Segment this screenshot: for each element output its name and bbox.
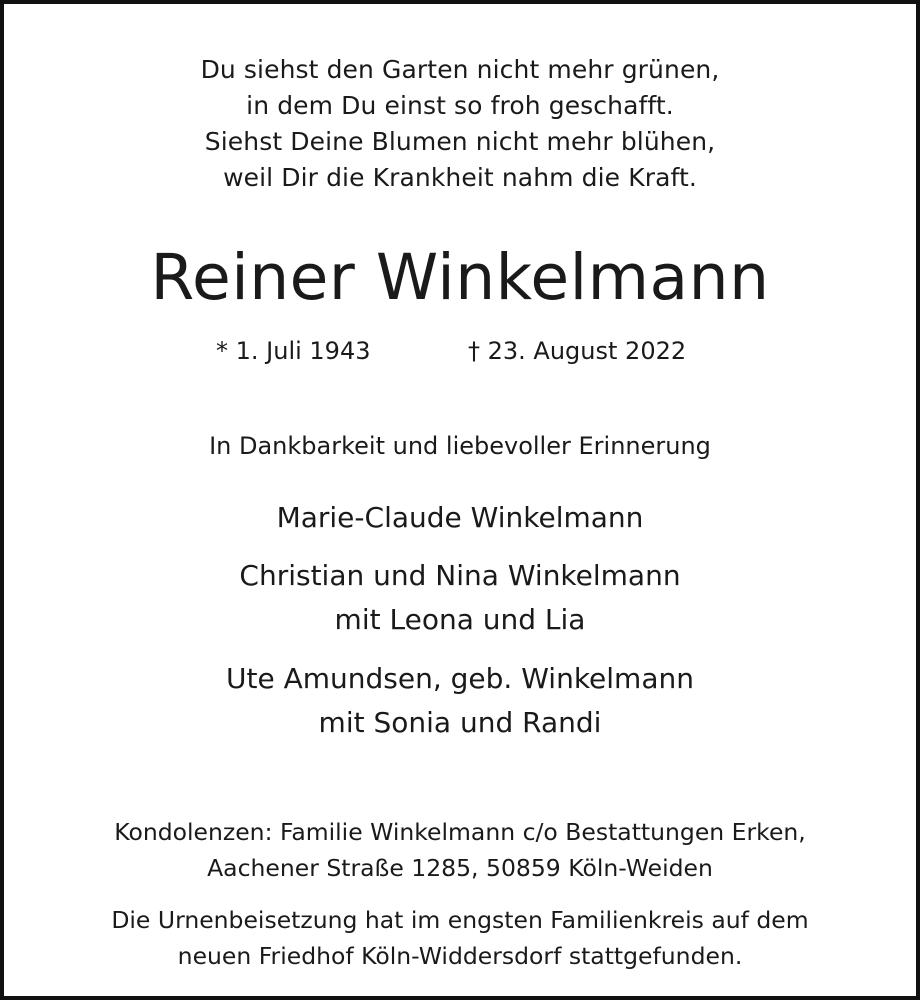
mourner-line: mit Sonia und Randi [318, 706, 602, 739]
burial-note-line: neuen Friedhof Köln-Widdersdorf stattgefunden. [177, 942, 743, 970]
dedication-line: In Dankbarkeit und liebevoller Erinnerung [209, 432, 711, 460]
deceased-name: Reiner Winkelmann [150, 241, 770, 314]
poem-line: Siehst Deine Blumen nicht mehr blühen, [204, 127, 716, 156]
mourner-line: Christian und Nina Winkelmann [239, 559, 681, 592]
mourner-group [4, 554, 916, 642]
death-date: † 23. August 2022 [468, 337, 687, 365]
burial-note [4, 902, 916, 974]
mourner-group [4, 496, 916, 540]
poem-line: weil Dir die Krankheit nahm die Kraft. [223, 163, 697, 192]
poem-line: in dem Du einst so froh geschafft. [246, 91, 674, 120]
poem [4, 52, 916, 196]
poem-line: Du siehst den Garten nicht mehr grünen, [200, 55, 720, 84]
burial-note-line: Die Urnenbeisetzung hat im engsten Familienkreis auf dem [111, 906, 809, 934]
birth-date: * 1. Juli 1943 [216, 337, 371, 365]
mourner-line: Marie-Claude Winkelmann [276, 501, 644, 534]
mourner-line: mit Leona und Lia [334, 603, 586, 636]
condolences-address [4, 814, 916, 886]
condolences-line: Kondolenzen: Familie Winkelmann c/o Bestattungen Erken, [114, 818, 806, 846]
mourner-line: Ute Amundsen, geb. Winkelmann [226, 662, 694, 695]
mourner-group [4, 657, 916, 745]
condolences-line: Aachener Straße 1285, 50859 Köln-Weiden [207, 854, 713, 882]
